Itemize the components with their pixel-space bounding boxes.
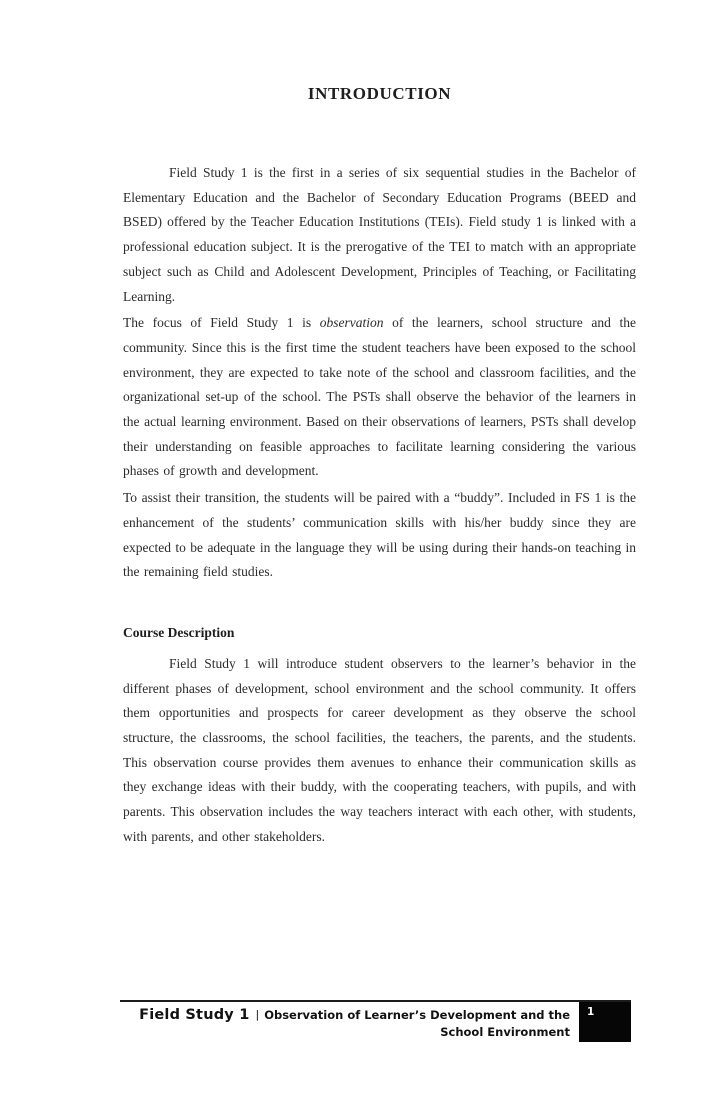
italic-term-observation: observation [319,315,384,331]
paragraph-focus-text-after: of the learners, school structure and the community. Since this is the first time the student teachers have been exposed to the school environment, they are expected to take note of the school and classroom facilities, and the organizational set-up of the school. The PSTs shall observe the behavior of the learners in the actual learning environment. Based on their observations of learners, PSTs shall develop their understanding on feasible approaches to facilitate learning considering the various phases of growth and development. [123,315,636,479]
page-number-badge [579,1002,631,1042]
footer-line-1 [120,1005,570,1024]
footer-text [120,1002,579,1040]
page-content [123,84,636,850]
paragraph-course-description: Field Study 1 will introduce student observers to the learner’s behavior in the different phases of development, school environment and the school community. It offers them opportunities and prospects for career development as they observe the school structure, the classrooms, the school facilities, the teachers, the parents, and the students. This observation course provides them avenues to enhance their communication skills as they exchange ideas with their buddy, with the cooperating teachers, with pupils, and with parents. This observation includes the way teachers interact with each other, with students, with parents, and other stakeholders. [123,655,636,844]
footer-subtitle-line-1: Observation of Learner’s Development and the [264,1008,570,1022]
paragraph-focus-text-before: The focus of Field Study 1 is [123,315,320,331]
footer-subtitle-line-2: School Environment [440,1025,570,1039]
section-heading-course-description: Course Description [123,624,235,640]
paragraph-focus [123,311,636,484]
page-footer [120,1000,631,1042]
page-title: INTRODUCTION [307,84,452,103]
footer-course-label: Field Study 1 [139,1007,250,1023]
footer-separator: | [255,1008,260,1021]
paragraph-buddy: To assist their transition, the students will be paired with a “buddy”. Included in FS 1 is the enhancement of the students’ communication skills with his/her buddy since they are expected to be adequate in the language they will be using during their hands-on teaching in the remaining field studies. [123,490,636,580]
paragraph-intro: Field Study 1 is the first in a series of six sequential studies in the Bachelor of Elementary Education and the Bachelor of Secondary Education Programs (BEED and BSED) offered by the Teacher Education Institutions (TEIs). Field study 1 is linked with a professional education subject. It is the prerogative of the TEI to match with an appropriate subject such as Child and Adolescent Development, Principles of Teaching, or Facilitating Learning. [123,165,636,304]
page-number: 1 [587,1006,595,1018]
